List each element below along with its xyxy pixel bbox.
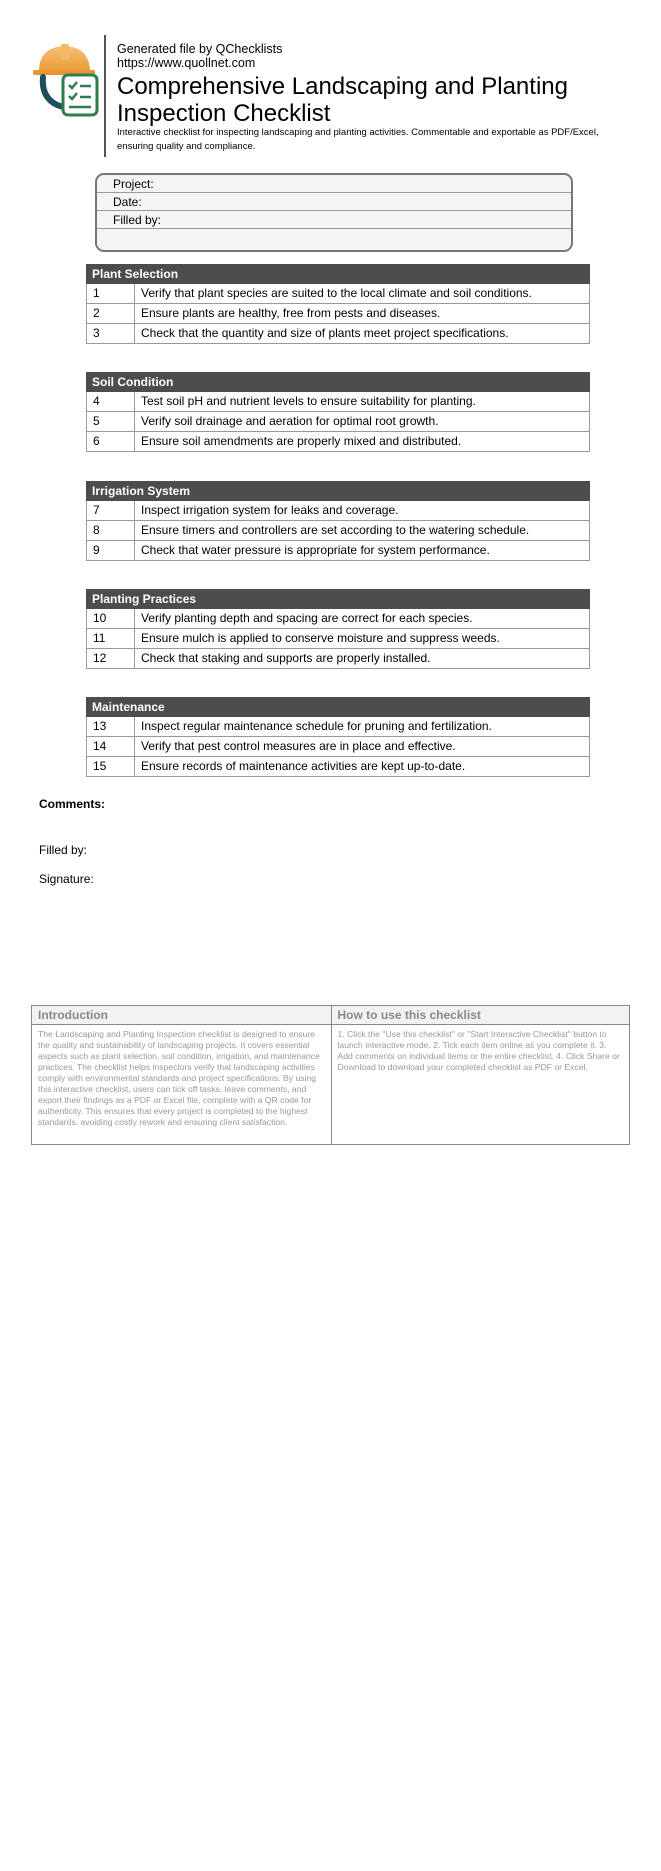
item-text: Ensure mulch is applied to conserve moisture and suppress weeds. [141,631,500,645]
checklist-item[interactable] [86,629,590,649]
section-header: Irrigation System [86,481,590,501]
generated-by-text: Generated file by QChecklists [117,42,283,56]
date-field[interactable]: Date: [97,193,571,211]
item-number: 4 [87,392,135,411]
introduction-heading: Introduction [32,1006,331,1025]
checklist-item[interactable] [86,521,590,541]
checklist-item[interactable] [86,649,590,669]
item-number: 12 [87,649,135,668]
section-header: Maintenance [86,697,590,717]
section-soil-condition [86,372,590,452]
checklist-item[interactable] [86,609,590,629]
section-plant-selection [86,264,590,344]
item-number: 9 [87,541,135,560]
checklist-item[interactable] [86,284,590,304]
item-number: 6 [87,432,135,451]
checklist-item[interactable] [86,412,590,432]
filled-by-label: Filled by: [39,843,88,857]
checklist-item[interactable] [86,304,590,324]
section-maintenance [86,697,590,777]
item-number: 8 [87,521,135,540]
item-text: Check that staking and supports are properly installed. [141,651,431,665]
checklist-item[interactable] [86,501,590,521]
item-number: 1 [87,284,135,303]
section-header: Soil Condition [86,372,590,392]
item-number: 2 [87,304,135,323]
website-link[interactable]: https://www.quollnet.com [117,56,256,70]
item-text: Verify that plant species are suited to the local climate and soil conditions. [141,286,532,300]
item-text: Ensure timers and controllers are set according to the watering schedule. [141,523,530,537]
item-text: Check that the quantity and size of plants meet project specifications. [141,326,509,340]
item-text: Verify that pest control measures are in place and effective. [141,739,456,753]
filled-by-field[interactable]: Filled by: [97,211,571,229]
project-field[interactable]: Project: [97,175,571,193]
project-info-box [95,173,573,252]
item-number: 3 [87,324,135,343]
info-table [31,1005,630,1145]
item-number: 7 [87,501,135,520]
item-number: 15 [87,757,135,776]
checklist-item[interactable] [86,757,590,777]
checklist-item[interactable] [86,392,590,412]
signature-label: Signature: [39,872,94,886]
item-text: Test soil pH and nutrient levels to ensure suitability for planting. [141,394,476,408]
how-to-text: 1. Click the "Use this checklist" or "Start Interactive Checklist" button to launch interactive mode. 2. Tick each item online as you complete it. 3. Add comments on individual items or the entire checklist. 4. Click Share or Download to download your completed checklist as PDF or Excel. [337,1029,620,1072]
checklist-item[interactable] [86,737,590,757]
item-number: 10 [87,609,135,628]
section-irrigation-system [86,481,590,561]
document-title: Comprehensive Landscaping and Planting Inspection Checklist [117,73,568,127]
item-text: Inspect regular maintenance schedule for pruning and fertilization. [141,719,492,733]
item-text: Ensure soil amendments are properly mixed and distributed. [141,434,462,448]
item-text: Ensure plants are healthy, free from pests and diseases. [141,306,441,320]
how-to-column [331,1006,630,1144]
hardhat-checklist-logo-icon [33,41,103,117]
item-text: Ensure records of maintenance activities are kept up-to-date. [141,759,466,773]
document-subtitle: Interactive checklist for inspecting landscaping and planting activities. Commentable and exportable as PDF/Excel, ensuring quality and compliance. [117,127,599,152]
section-planting-practices [86,589,590,669]
document-header [33,35,633,157]
checklist-item[interactable] [86,541,590,561]
how-to-heading: How to use this checklist [332,1006,630,1025]
item-number: 11 [87,629,135,648]
checklist-item[interactable] [86,432,590,452]
checklist-item[interactable] [86,324,590,344]
item-text: Inspect irrigation system for leaks and coverage. [141,503,399,517]
section-header: Plant Selection [86,264,590,284]
item-text: Verify soil drainage and aeration for optimal root growth. [141,414,439,428]
item-number: 5 [87,412,135,431]
item-text: Verify planting depth and spacing are correct for each species. [141,611,473,625]
introduction-column [32,1006,331,1144]
header-divider [104,35,106,157]
section-header: Planting Practices [86,589,590,609]
comments-label: Comments: [39,797,106,811]
checklist-item[interactable] [86,717,590,737]
item-text: Check that water pressure is appropriate for system performance. [141,543,490,557]
item-number: 13 [87,717,135,736]
item-number: 14 [87,737,135,756]
introduction-text: The Landscaping and Planting Inspection checklist is designed to ensure the quality and sustainability of landscaping projects. It covers essential aspects such as plant selection, soil condition, irrigation, and maintenance practices. The checklist helps inspectors verify that landscaping activities comply with environmental standards and project specifications. By using this interactive checklist, users can tick off tasks, leave comments, and export their findings as a PDF or Excel file, complete with a QR code for authenticity. This ensures that every project is completed to the highest standards, avoiding costly rework and ensuring client satisfaction. [38,1029,320,1127]
